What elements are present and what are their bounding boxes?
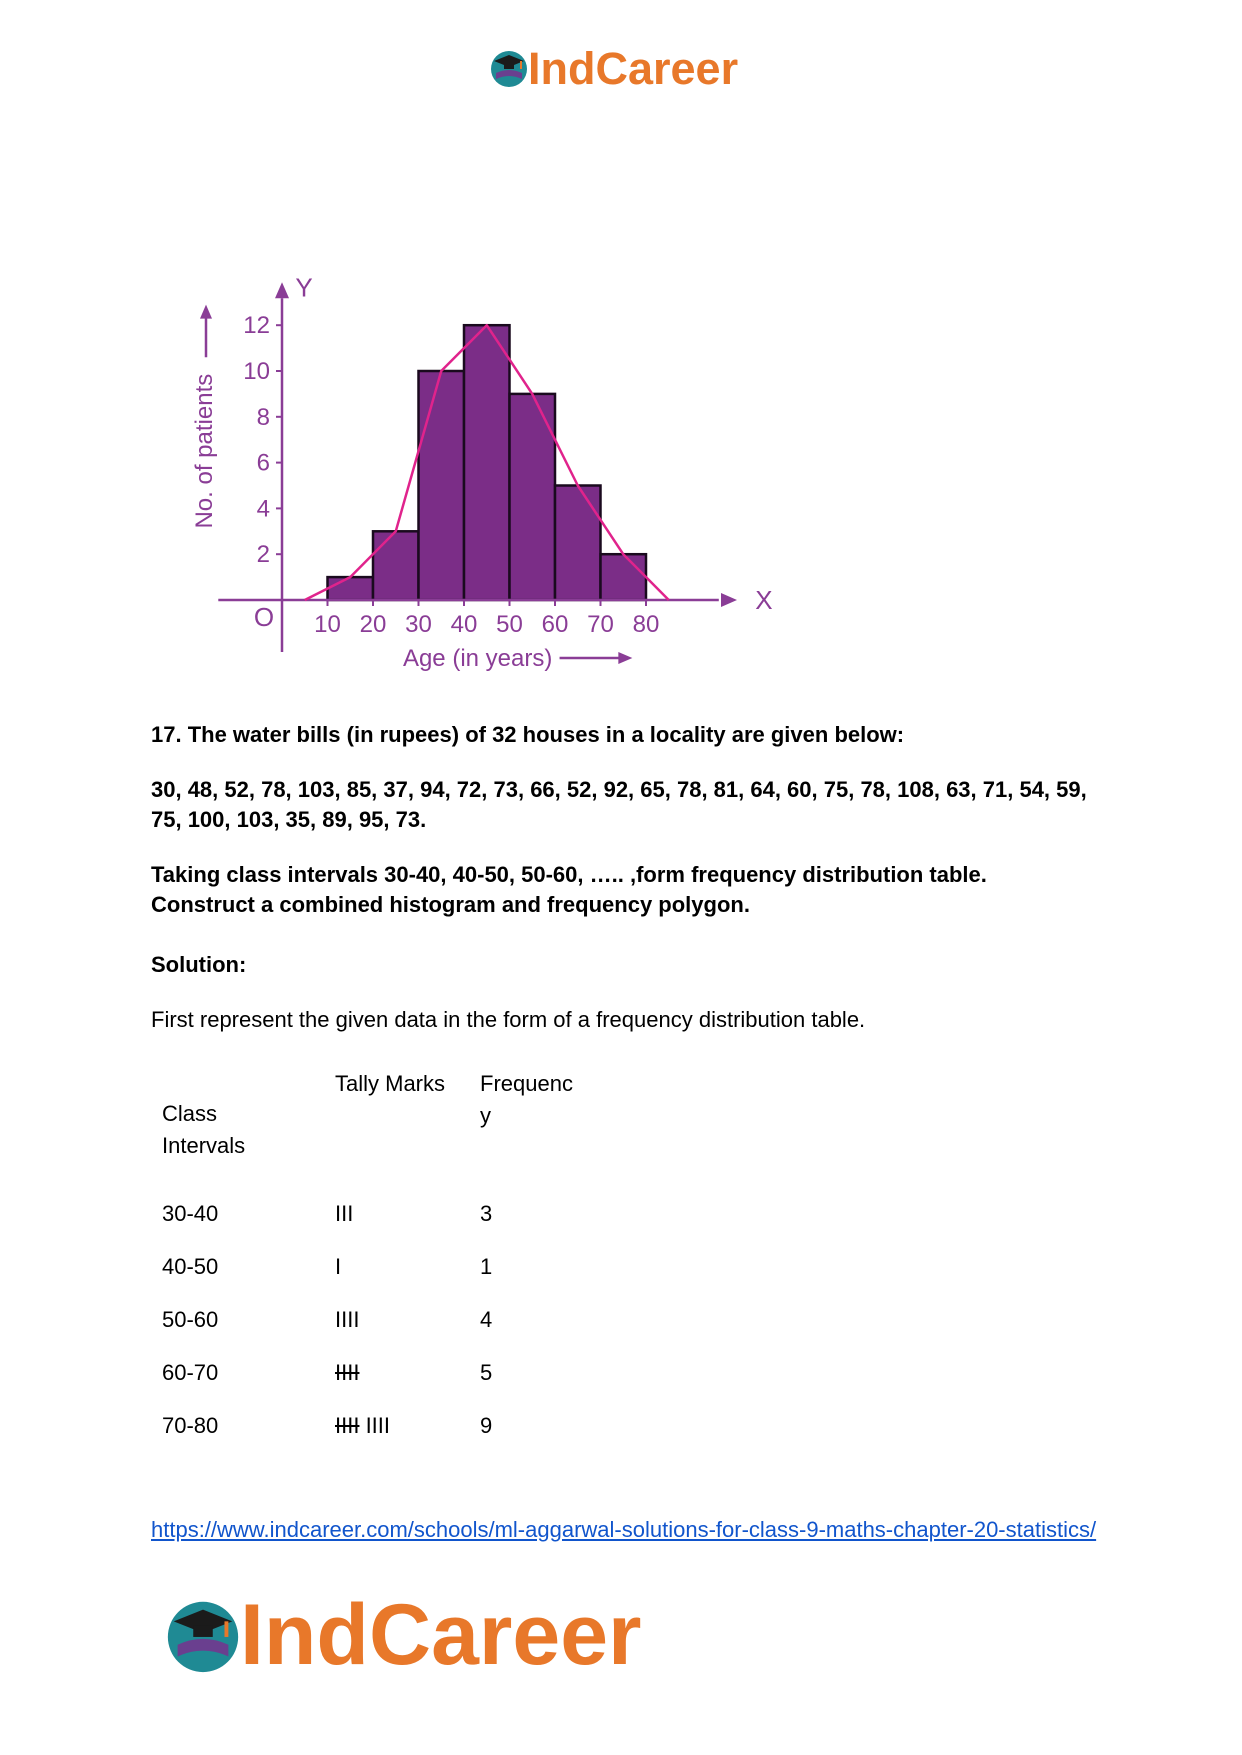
histogram-chart bbox=[190, 262, 773, 682]
table-row bbox=[162, 1198, 662, 1230]
y-tick-label: 8 bbox=[256, 403, 270, 431]
y-tick-label: 6 bbox=[256, 449, 270, 477]
logo-wordmark: IndCareer bbox=[528, 42, 739, 94]
x-tick-label: 20 bbox=[359, 611, 387, 638]
y-axis-letter: Y bbox=[295, 272, 313, 303]
y-label-arrow-head bbox=[200, 305, 212, 319]
graduation-cap-book-icon bbox=[488, 47, 530, 89]
x-tick-label: 60 bbox=[541, 611, 569, 638]
table-row bbox=[162, 1357, 662, 1389]
table-row bbox=[162, 1304, 662, 1336]
y-axis-label: No. of patients bbox=[191, 373, 218, 529]
table-row bbox=[162, 1251, 662, 1283]
table-row bbox=[162, 1410, 662, 1442]
y-tick-label: 12 bbox=[243, 312, 270, 340]
question-task bbox=[151, 860, 1101, 920]
header-logo bbox=[488, 42, 738, 94]
header-tally-marks: Tally Marks bbox=[335, 1071, 446, 1096]
cell-frequency: 3 bbox=[480, 1201, 493, 1226]
cell-frequency: 9 bbox=[480, 1413, 493, 1438]
cell-interval: 70-80 bbox=[162, 1413, 219, 1438]
histogram-bar bbox=[464, 325, 510, 600]
histogram-bar bbox=[601, 554, 647, 600]
histogram-bar bbox=[328, 577, 374, 600]
question-data: 30, 48, 52, 78, 103, 85, 37, 94, 72, 73, 66, 52, 92, 65, 78, 81, 64, 60, 75, 78, 108, 63, 71, 54, 59, 75, 100, 103, 35, 89, 95, 73. bbox=[151, 777, 1087, 832]
cell-interval: 50-60 bbox=[162, 1307, 219, 1332]
y-axis-arrow bbox=[275, 282, 289, 298]
x-tick-label: 40 bbox=[450, 611, 478, 638]
cell-tally: IIII IIII bbox=[335, 1413, 391, 1438]
x-tick-label: 30 bbox=[405, 611, 432, 638]
footer-logo bbox=[162, 1587, 642, 1683]
solution-intro: First represent the given data in the form of a frequency distribution table. bbox=[151, 1007, 866, 1032]
x-tick-label: 70 bbox=[587, 611, 614, 638]
logo-wordmark: IndCareer bbox=[240, 1587, 642, 1683]
cell-tally: III bbox=[335, 1201, 354, 1226]
histogram-bar bbox=[373, 531, 419, 600]
histogram-bar bbox=[419, 371, 465, 600]
x-label-arrow-head bbox=[618, 652, 632, 664]
graduation-cap-book-icon bbox=[162, 1594, 244, 1676]
x-tick-label: 50 bbox=[496, 611, 523, 638]
origin-label: O bbox=[253, 602, 275, 632]
cell-interval: 30-40 bbox=[162, 1201, 219, 1226]
cell-interval: 60-70 bbox=[162, 1360, 219, 1385]
cell-frequency: 5 bbox=[480, 1360, 493, 1385]
header-class-intervals: Class Intervals bbox=[162, 1101, 246, 1158]
cell-frequency: 1 bbox=[480, 1254, 493, 1279]
x-axis-label: Age (in years) bbox=[402, 645, 553, 672]
x-axis-arrow bbox=[721, 593, 737, 607]
source-link[interactable]: https://www.indcareer.com/schools/ml-aggarwal-solutions-for-class-9-maths-chapter-20-statistics/ bbox=[151, 1517, 1097, 1542]
header-frequency: Frequenc y bbox=[480, 1071, 573, 1128]
question-title: 17. The water bills (in rupees) of 32 houses in a locality are given below: bbox=[151, 722, 905, 747]
y-tick-label: 4 bbox=[256, 495, 270, 523]
cell-frequency: 4 bbox=[480, 1307, 493, 1332]
cell-tally: IIII bbox=[335, 1307, 360, 1332]
question-task-line2: Construct a combined histogram and frequency polygon. bbox=[151, 892, 750, 917]
x-tick-label: 10 bbox=[314, 611, 341, 638]
y-tick-label: 2 bbox=[256, 541, 270, 569]
x-axis-letter: X bbox=[755, 585, 773, 615]
question-task-line1: Taking class intervals 30-40, 40-50, 50-60, ….. ,form frequency distribution table. bbox=[151, 862, 987, 887]
cell-interval: 40-50 bbox=[162, 1254, 219, 1279]
x-tick-label: 80 bbox=[632, 611, 660, 638]
histogram-bar bbox=[555, 486, 601, 601]
cell-tally: IIII bbox=[335, 1360, 360, 1385]
cell-tally: I bbox=[335, 1254, 342, 1279]
solution-label: Solution: bbox=[151, 952, 247, 977]
y-tick-label: 10 bbox=[243, 358, 270, 385]
